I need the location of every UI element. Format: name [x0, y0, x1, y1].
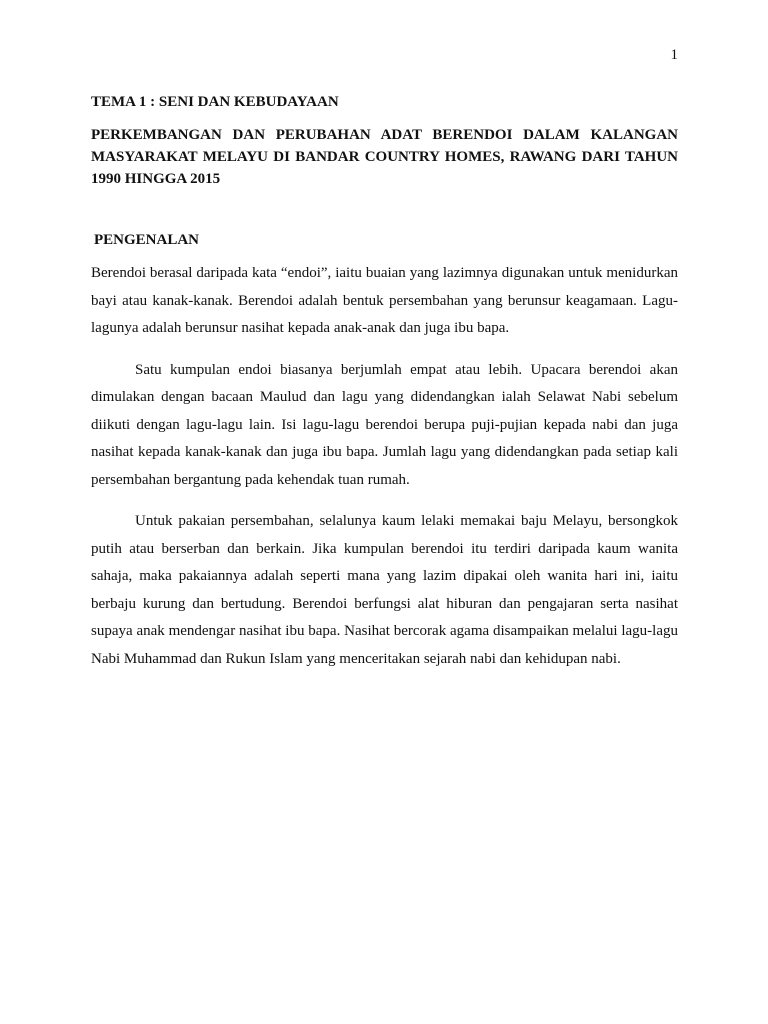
paragraph-3: Untuk pakaian persembahan, selalunya kaum lelaki memakai baju Melayu, bersongkok putih atau berserban dan berkain. Jika kumpulan berendoi itu terdiri daripada kaum wanita sahaja, maka pakaiannya adalah seperti mana yang lazim dipakai oleh wanita hari ini, iaitu berbaju kurung dan bertudung. Berendoi berfungsi alat hiburan dan pengajaran serta nasihat supaya anak mendengar nasihat ibu bapa. Nasihat bercorak agama disampaikan melalui lagu-lagu Nabi Muhammad dan Rukun Islam yang menceritakan sejarah nabi dan kehidupan nabi. — [91, 513, 678, 667]
theme-heading: TEMA 1 : SENI DAN KEBUDAYAAN — [91, 94, 339, 110]
page-number: 1 — [670, 47, 678, 63]
section-heading: PENGENALAN — [94, 232, 200, 248]
paragraph-2: Satu kumpulan endoi biasanya berjumlah empat atau lebih. Upacara berendoi akan dimulakan dengan bacaan Maulud dan lagu yang didendangkan ialah Selawat Nabi sebelum diikuti dengan lagu-lagu lain. Isi lagu-lagu berendoi berupa puji-pujian kepada nabi dan juga nasihat kepada kanak-kanak dan juga ibu bapa. Jumlah lagu yang didendangkan pada setiap kali persembahan bergantung pada kehendak tuan rumah. — [91, 361, 678, 488]
paragraph-1: Berendoi berasal daripada kata “endoi”, iaitu buaian yang lazimnya digunakan untuk menidurkan bayi atau kanak-kanak. Berendoi adalah bentuk persembahan yang berunsur keagamaan. Lagu-lagunya adalah berunsur nasihat kepada anak-anak dan juga ibu bapa. — [91, 265, 678, 336]
document-body — [91, 92, 678, 673]
document-title: PERKEMBANGAN DAN PERUBAHAN ADAT BERENDOI DALAM KALANGAN MASYARAKAT MELAYU DI BANDAR COUNTRY HOMES, RAWANG DARI TAHUN 1990 HINGGA 2015 — [91, 127, 678, 187]
